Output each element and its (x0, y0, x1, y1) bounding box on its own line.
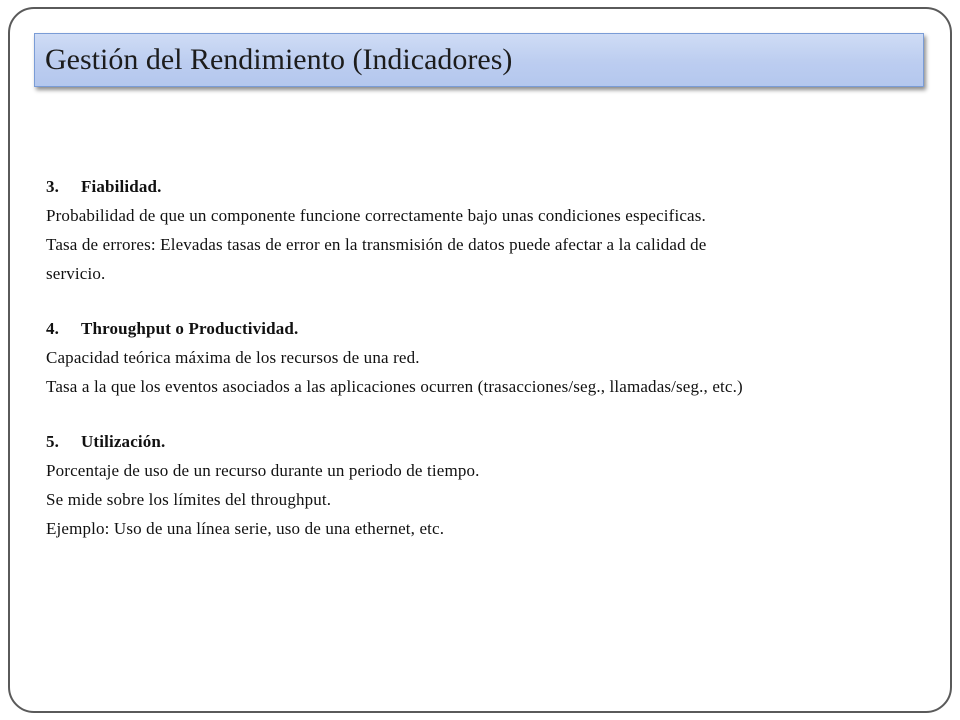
body-line: Ejemplo: Uso de una línea serie, uso de una ethernet, etc. (46, 519, 445, 538)
slide-body (46, 172, 926, 543)
section-heading-throughput (46, 314, 926, 343)
section-number: 3. (46, 177, 60, 196)
section-title: Throughput o Productividad. (81, 319, 299, 338)
body-line: Tasa a la que los eventos asociados a las aplicaciones ocurren (trasacciones/seg., llamadas/seg., etc.) (46, 377, 743, 396)
section-title: Fiabilidad. (81, 177, 162, 196)
section-number: 5. (46, 432, 60, 451)
section-title: Utilización. (81, 432, 166, 451)
slide-title: Gestión del Rendimiento (Indicadores) (45, 43, 513, 76)
slide-frame (8, 7, 952, 713)
body-line: Porcentaje de uso de un recurso durante un periodo de tiempo. (46, 461, 480, 480)
body-line: Se mide sobre los límites del throughput. (46, 490, 332, 509)
body-line: Probabilidad de que un componente funcione correctamente bajo unas condiciones especificas. (46, 206, 706, 225)
title-banner (34, 33, 924, 87)
body-line: Capacidad teórica máxima de los recursos de una red. (46, 348, 420, 367)
section-number: 4. (46, 319, 60, 338)
body-line: servicio. (46, 264, 106, 283)
body-line: Tasa de errores: Elevadas tasas de error en la transmisión de datos puede afectar a la calidad de (46, 235, 707, 254)
section-heading-fiabilidad (46, 172, 926, 201)
section-heading-utilizacion (46, 427, 926, 456)
